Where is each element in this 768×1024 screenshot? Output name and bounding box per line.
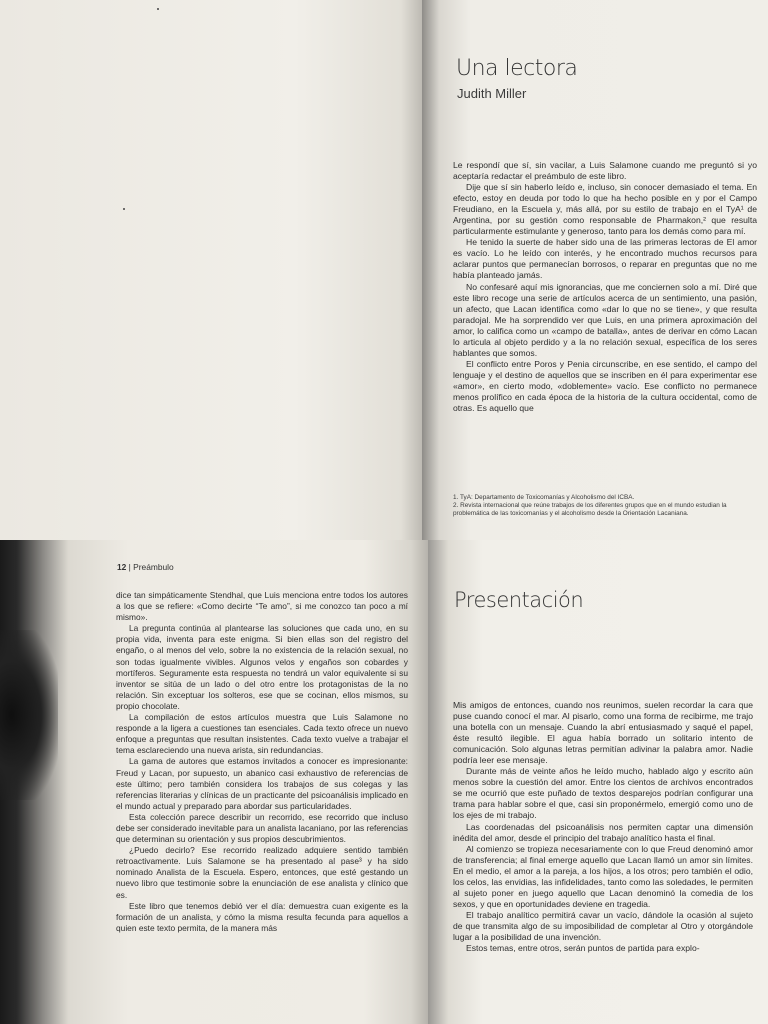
paragraph: ¿Puedo decirlo? Ese recorrido realizado adquiere sentido también retroactivamente. Luis Salamone se ha presentado al pase³ y ha sido nominado Analista de la Escuela. Espero, entonces, que esté gestando un nuevo libro que testimonie sobre la enunciación de ese analista y clínico que es.	[116, 845, 408, 900]
bottom-spread	[0, 540, 768, 1024]
blank-left-page	[0, 0, 422, 540]
footnote: 2. Revista internacional que reúne trabajos de los diferentes grupos que en el mundo estudian la problemática de las toxicomanías y el alcoholismo desde la Orientación Lacaniana.	[453, 502, 727, 517]
speck	[157, 8, 159, 10]
chapter-title: Una lectora	[456, 56, 578, 81]
paragraph: Esta colección parece describir un recorrido, ese recorrido que incluso debe ser considerado inevitable para un analista lacaniano, por las referencias que determinan su orientación y sus propios descubrimientos.	[116, 811, 408, 845]
paragraph: Le respondí que sí, sin vacilar, a Luis Salamone cuando me preguntó si yo aceptaría redactar el preámbulo de este libro.	[453, 160, 757, 182]
running-header	[117, 562, 174, 572]
paragraph: La compilación de estos artículos muestra que Luis Salamone no responde a la ligera a cuestiones tan esenciales. Cada texto ofrece un nuevo enfoque a preguntas que resultan insistentes. Cada texto vuelve a trabajar el tema esclareciendo una nueva arista, sin redundancias.	[116, 712, 408, 756]
chapter-page-una-lectora	[422, 0, 768, 540]
preambulo-page	[0, 540, 428, 1024]
speck	[123, 208, 125, 210]
presentacion-page	[428, 540, 768, 1024]
paragraph: Durante más de veinte años he leído mucho, hablado algo y escrito aún menos sobre la cuestión del amor. Entre los cientos de archivos encontrados se me ocurrió que este puñado de textos desparejos podrían configurar una trama para hablar sobre el que, casi sin proponérmelo, emergió como uno de los ejes de mi trabajo.	[453, 766, 753, 821]
paragraph: He tenido la suerte de haber sido una de las primeras lectoras de El amor es vacío. Lo he leído con interés, y he encontrado muchos recursos para aclarar puntos que permanecían borrosos, o reparar en preguntas que no me había planteado jamás.	[453, 237, 757, 281]
paragraph: No confesaré aquí mis ignorancias, que me conciernen solo a mí. Diré que este libro recoge una serie de artículos acerca de un sentimiento, una pasión, un afecto, que Lacan identifica como «dar lo que no se tiene», y que resulta paradojal. Me ha sorprendido ver que Luis, en una primera aproximación del amor, lo califica como un «campo de batalla», antes de derivar en cómo Lacan lo articula al objeto perdido y a la no relación sexual, específica de los seres hablantes que somos.	[453, 281, 757, 358]
section-name: | Preámbulo	[128, 562, 174, 572]
presentacion-body	[453, 700, 753, 954]
chapter-title: Presentación	[454, 588, 584, 612]
paragraph: La pregunta continúa al plantearse las soluciones que cada uno, en su propia vida, inventa para este enigma. Si bien ellas son del registro del engaño, o al menos del velo, sobre la no existencia de la relación sexual, no son todas igualmente vivibles. Algunos velos y engaños son cobardes y mortíferos. Seguramente esta respuesta no tendrá un valor equivalente si su inventor se sitúa de un lado o del otro entre los protagonistas de la no relación. Sin exceptuar los solteros, ese que se cocinan, ellos mismos, su propio chocolate.	[116, 623, 408, 711]
footnotes	[453, 494, 757, 518]
page-number: 12	[117, 562, 127, 572]
paragraph: dice tan simpáticamente Stendhal, que Luis menciona entre todos los autores a los que se refiere: «Como decirte “Te amo”, si me conozco tan poco a mí mismo».	[116, 590, 408, 623]
finger-shadow	[0, 630, 58, 800]
footnote: 1. TyA: Departamento de Toxicomanías y Alcoholismo del ICBA.	[453, 494, 635, 501]
paragraph: Mis amigos de entonces, cuando nos reunimos, suelen recordar la cara que puse cuando conocí el mar. Al pisarlo, como una forma de recibirme, me trajo una botella con un mensaje. Cuando la abrí entusiasmado y saqué el papel, éste resultó ilegible. El agua había borrado un solitario intento de comunicación. Solo algunas letras permitían adivinar la palabra amor. Nadie podría leer ese mensaje.	[453, 700, 753, 766]
paragraph: El conflicto entre Poros y Penia circunscribe, en ese sentido, el campo del lenguaje y el destino de aquellos que se inscriben en él para experimentar ese «amor», en cierto modo, «doblemente» vacío. Ese conflicto no permanece menos prolífico en cada época de la historia de la cultura occidental, como de otras. Es aquello que	[453, 358, 757, 414]
preambulo-body	[116, 590, 408, 934]
paragraph: Dije que sí sin haberlo leído e, incluso, sin conocer demasiado el tema. En efecto, estoy en deuda por todo lo que ha hecho posible en y por el Campo Freudiano, en la Escuela y, más allá, por su estilo de trabajo en el TyA¹ de Argentina, por su gestión como responsable de Pharmakon,² que resulta particularmente estimulante y generoso, tanto para los demás como para mí.	[453, 182, 757, 237]
paragraph: La gama de autores que estamos invitados a conocer es impresionante: Freud y Lacan, por supuesto, un abanico casi exhaustivo de referencias de este último; pero también considera los trabajos de sus colegas y las referencias literarias y clínicas de un practicante del psicoanálisis implicado en el mundo actual y preparado para abordar sus particularidades.	[116, 756, 408, 811]
paragraph: Las coordenadas del psicoanálisis nos permiten captar una dimensión inédita del amor, desde el principio del trabajo analítico hasta el final.	[453, 821, 753, 843]
chapter-body	[453, 160, 757, 414]
paragraph: Estos temas, entre otros, serán puntos de partida para explo-	[466, 943, 700, 954]
paragraph: El trabajo analítico permitirá cavar un vacío, dándole la ocasión al sujeto de que transmita algo de su imposibilidad de completar al Otro y otorgándole lugar a la posibilidad de una invención.	[453, 909, 753, 942]
paragraph: Al comienzo se tropieza necesariamente con lo que Freud denominó amor de transferencia; al final emerge aquello que Lacan llamó un amor sin límites. En el medio, el amor a la pareja, a los hijos, a los otros; pero también el odio, los celos, las envidias, las infidelidades, tanto como las soledades, le permiten al sujeto poner en juego aquello que Lacan denominó la comedia de los sexos, y que en oportunidades deviene en tragedia.	[453, 843, 753, 909]
paragraph: Este libro que tenemos debió ver el día: demuestra cuan exigente es la formación de un analista, y cómo la misma resulta fecunda para aquellos a quien este texto permita, de la manera más	[116, 900, 408, 933]
chapter-author: Judith Miller	[457, 86, 527, 101]
